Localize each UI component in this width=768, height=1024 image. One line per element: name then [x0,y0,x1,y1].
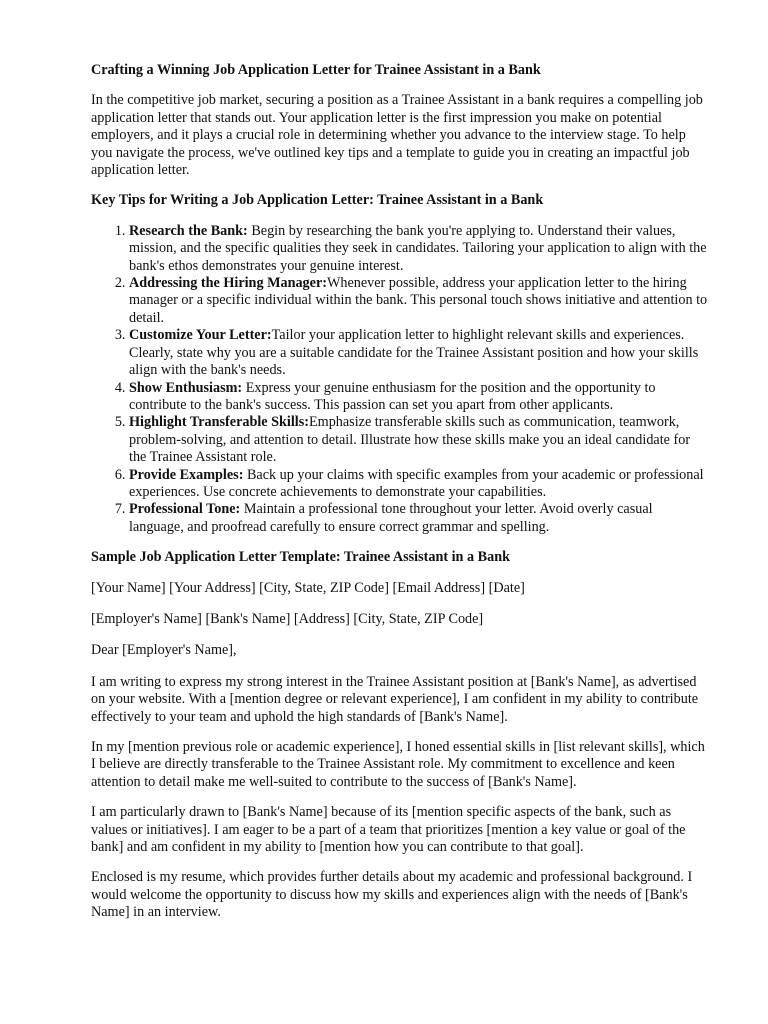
tips-list [91,223,708,536]
tip-label: Provide Examples: [129,466,244,483]
tip-item [129,467,708,502]
sender-line: [Your Name] [Your Address] [City, State, ZIP Code] [Email Address] [Date] [91,579,525,596]
body-paragraph: In my [mention previous role or academic experience], I honed essential skills in [list relevant skills], which I believe are directly transferable to the Trainee Assistant role. My commitment to excellence and keen attention to detail make me well-suited to contribute to the success of [Bank's Name]. [91,739,705,790]
tip-item [129,501,708,536]
salutation: Dear [Employer's Name], [91,642,237,659]
document-title: Crafting a Winning Job Application Letter for Trainee Assistant in a Bank [91,62,541,78]
tip-text: Begin by researching the bank you're applying to. Understand their values, mission, and the specific qualities they seek in candidates. Tailoring your application to align with the bank's ethos demonstrates your genuine interest. [129,222,707,274]
tip-label: Addressing the Hiring Manager: [129,275,327,292]
tip-text: Whenever possible, address your application letter to the hiring manager or a specific individual within the bank. This personal touch shows initiative and attention to detail. [129,275,708,326]
tip-text: Express your genuine enthusiasm for the position and the opportunity to contribute to the bank's success. This passion can set you apart from other applicants. [129,379,656,413]
template-heading: Sample Job Application Letter Template: Trainee Assistant in a Bank [91,549,510,566]
tip-text: Back up your claims with specific examples from your academic or professional experiences. Use concrete achievements to demonstrate your capabilities. [129,466,704,500]
tip-item [129,414,708,466]
tips-heading: Key Tips for Writing a Job Application Letter: Trainee Assistant in a Bank [91,192,544,209]
tip-label: Professional Tone: [129,501,241,518]
body-paragraph: Enclosed is my resume, which provides further details about my academic and professional background. I would welcome the opportunity to discuss how my skills and experiences align with the needs of [Bank's Name] in an interview. [91,869,693,921]
tip-label: Customize Your Letter: [129,327,272,344]
tip-text: Tailor your application letter to highlight relevant skills and experiences. Clearly, state why you are a suitable candidate for the Trainee Assistant position and how your skills align with the bank's needs. [129,327,699,379]
tip-item [129,223,708,275]
tip-item [129,327,708,379]
recipient-line: [Employer's Name] [Bank's Name] [Address] [City, State, ZIP Code] [91,610,484,627]
body-paragraph: I am particularly drawn to [Bank's Name] because of its [mention specific aspects of the bank, such as values or initiatives]. I am eager to be a part of a team that prioritizes [mention a key value or goal of the bank] and am confident in my ability to [mention how you can contribute to that goal]. [91,804,686,856]
tip-item [129,380,708,415]
intro-paragraph: In the competitive job market, securing a position as a Trainee Assistant in a bank requires a compelling job application letter that stands out. Your application letter is the first impression you make on potential employers, and it plays a crucial role in determining whether you advance to the interview stage. To help you navigate the process, we've outlined key tips and a template to guide you in creating an impactful job application letter. [91,92,703,179]
tip-label: Research the Bank: [129,222,248,239]
tip-label: Highlight Transferable Skills: [129,414,309,431]
body-paragraph: I am writing to express my strong interest in the Trainee Assistant position at [Bank's Name], as advertised on your website. With a [mention degree or relevant experience], I am confident in my ability to contribute effectively to your team and uphold the high standards of [Bank's Name]. [91,673,699,725]
tip-text: Emphasize transferable skills such as communication, teamwork, problem-solving, and attention to detail. Illustrate how these skills make you an ideal candidate for the Trainee Assistant role. [129,414,691,466]
tip-text: Maintain a professional tone throughout your letter. Avoid overly casual language, and proofread carefully to ensure correct grammar and spelling. [129,501,653,535]
tip-item [129,275,708,327]
tip-label: Show Enthusiasm: [129,379,243,396]
